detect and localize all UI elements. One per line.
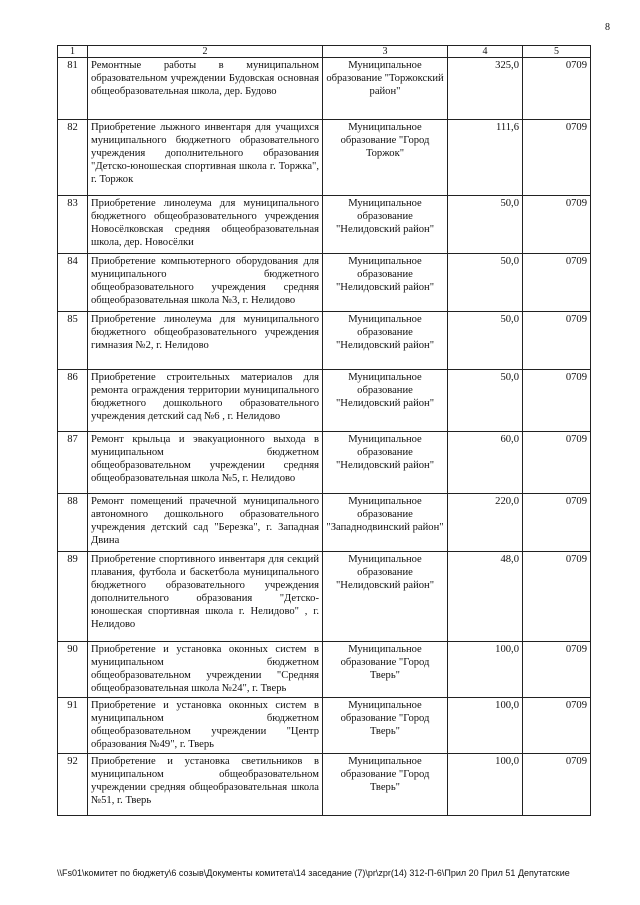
table-row: [58, 120, 591, 196]
budget-table: [57, 45, 591, 816]
table-row: [58, 432, 591, 494]
column-header: 2: [88, 46, 323, 58]
row-amount: 50,0: [448, 370, 523, 432]
row-recipient: Муниципальное образование "Нелидовский район": [323, 552, 448, 642]
row-code: 0709: [523, 196, 591, 254]
table-row: [58, 196, 591, 254]
row-description: Приобретение и установка оконных систем в муниципальном бюджетном общеобразовательном учреждении "Центр образования №49", г. Тверь: [88, 698, 323, 754]
table-row: [58, 312, 591, 370]
page-number: 8: [605, 22, 610, 33]
row-number: 92: [58, 754, 88, 816]
row-recipient: Муниципальное образование "Торжокский район": [323, 58, 448, 120]
table-row: [58, 58, 591, 120]
header-row: [58, 46, 591, 58]
row-description: Ремонт крыльца и эвакуационного выхода в муниципальном бюджетном общеобразовательном учреждении средняя общеобразовательная школа №5, г. Нелидово: [88, 432, 323, 494]
row-number: 90: [58, 642, 88, 698]
table-row: [58, 552, 591, 642]
row-code: 0709: [523, 370, 591, 432]
row-number: 82: [58, 120, 88, 196]
row-amount: 50,0: [448, 312, 523, 370]
row-recipient: Муниципальное образование "Нелидовский район": [323, 370, 448, 432]
row-code: 0709: [523, 642, 591, 698]
row-description: Приобретение строительных материалов для ремонта ограждения территории муниципального бюджетного дошкольного образовательного учреждения детский сад №6 , г. Нелидово: [88, 370, 323, 432]
row-amount: 220,0: [448, 494, 523, 552]
row-number: 91: [58, 698, 88, 754]
row-recipient: Муниципальное образование "Нелидовский район": [323, 432, 448, 494]
row-amount: 100,0: [448, 642, 523, 698]
footer-file-path: \\Fs01\комитет по бюджету\6 созыв\Документы комитета\14 заседание (7)\pr\zpr(14) 312-П-6\Прил 20 Прил 51 Депутатские: [57, 868, 570, 878]
row-amount: 48,0: [448, 552, 523, 642]
column-header: 5: [523, 46, 591, 58]
row-code: 0709: [523, 432, 591, 494]
column-header: 1: [58, 46, 88, 58]
row-description: Ремонт помещений прачечной муниципального автономного дошкольного образовательного учреждения детский сад "Березка", г. Западная Двина: [88, 494, 323, 552]
row-description: Приобретение компьютерного оборудования для муниципального бюджетного общеобразовательного учреждения средняя общеобразовательная школа №3, г. Нелидово: [88, 254, 323, 312]
row-amount: 325,0: [448, 58, 523, 120]
row-description: Приобретение линолеума для муниципального бюджетного общеобразовательного учреждения гимназия №2, г. Нелидово: [88, 312, 323, 370]
row-recipient: Муниципальное образование "Нелидовский район": [323, 312, 448, 370]
table-row: [58, 254, 591, 312]
row-description: Приобретение лыжного инвентаря для учащихся муниципального бюджетного образовательного учреждения дополнительного образования "Детско-юношеская спортивная школа г. Торжка", г. Торжок: [88, 120, 323, 196]
row-recipient: Муниципальное образование "Город Тверь": [323, 754, 448, 816]
row-code: 0709: [523, 552, 591, 642]
row-amount: 111,6: [448, 120, 523, 196]
row-amount: 50,0: [448, 196, 523, 254]
table-row: [58, 754, 591, 816]
row-amount: 100,0: [448, 754, 523, 816]
row-recipient: Муниципальное образование "Нелидовский район": [323, 196, 448, 254]
row-description: Ремонтные работы в муниципальном образовательном учреждении Будовская основная общеобразовательная школа, дер. Будово: [88, 58, 323, 120]
row-recipient: Муниципальное образование "Город Торжок": [323, 120, 448, 196]
row-amount: 60,0: [448, 432, 523, 494]
row-number: 85: [58, 312, 88, 370]
row-code: 0709: [523, 254, 591, 312]
column-header: 4: [448, 46, 523, 58]
row-description: Приобретение и установка светильников в муниципальном общеобразовательном учреждении средняя общеобразовательная школа №51, г. Тверь: [88, 754, 323, 816]
table-row: [58, 698, 591, 754]
row-description: Приобретение линолеума для муниципального бюджетного общеобразовательного учреждения Новосёлковская средняя общеобразовательная школа, дер. Новосёлки: [88, 196, 323, 254]
table-row: [58, 494, 591, 552]
table-row: [58, 370, 591, 432]
row-amount: 100,0: [448, 698, 523, 754]
table-row: [58, 642, 591, 698]
row-description: Приобретение и установка оконных систем в муниципальном бюджетном общеобразовательном учреждении "Средняя общеобразовательная школа №24", г. Тверь: [88, 642, 323, 698]
row-number: 83: [58, 196, 88, 254]
row-number: 81: [58, 58, 88, 120]
row-code: 0709: [523, 754, 591, 816]
row-number: 84: [58, 254, 88, 312]
row-amount: 50,0: [448, 254, 523, 312]
row-code: 0709: [523, 58, 591, 120]
row-recipient: Муниципальное образование "Нелидовский район": [323, 254, 448, 312]
row-recipient: Муниципальное образование "Западнодвинский район": [323, 494, 448, 552]
row-code: 0709: [523, 698, 591, 754]
row-number: 88: [58, 494, 88, 552]
row-code: 0709: [523, 312, 591, 370]
row-recipient: Муниципальное образование "Город Тверь": [323, 642, 448, 698]
row-number: 86: [58, 370, 88, 432]
row-number: 89: [58, 552, 88, 642]
row-recipient: Муниципальное образование "Город Тверь": [323, 698, 448, 754]
column-header: 3: [323, 46, 448, 58]
row-description: Приобретение спортивного инвентаря для секций плавания, футбола и баскетбола муниципального бюджетного образовательного учреждения дополнительного образования "Детско-юношеская спортивная школа г. Нелидово" , г. Нелидово: [88, 552, 323, 642]
row-number: 87: [58, 432, 88, 494]
row-code: 0709: [523, 120, 591, 196]
row-code: 0709: [523, 494, 591, 552]
